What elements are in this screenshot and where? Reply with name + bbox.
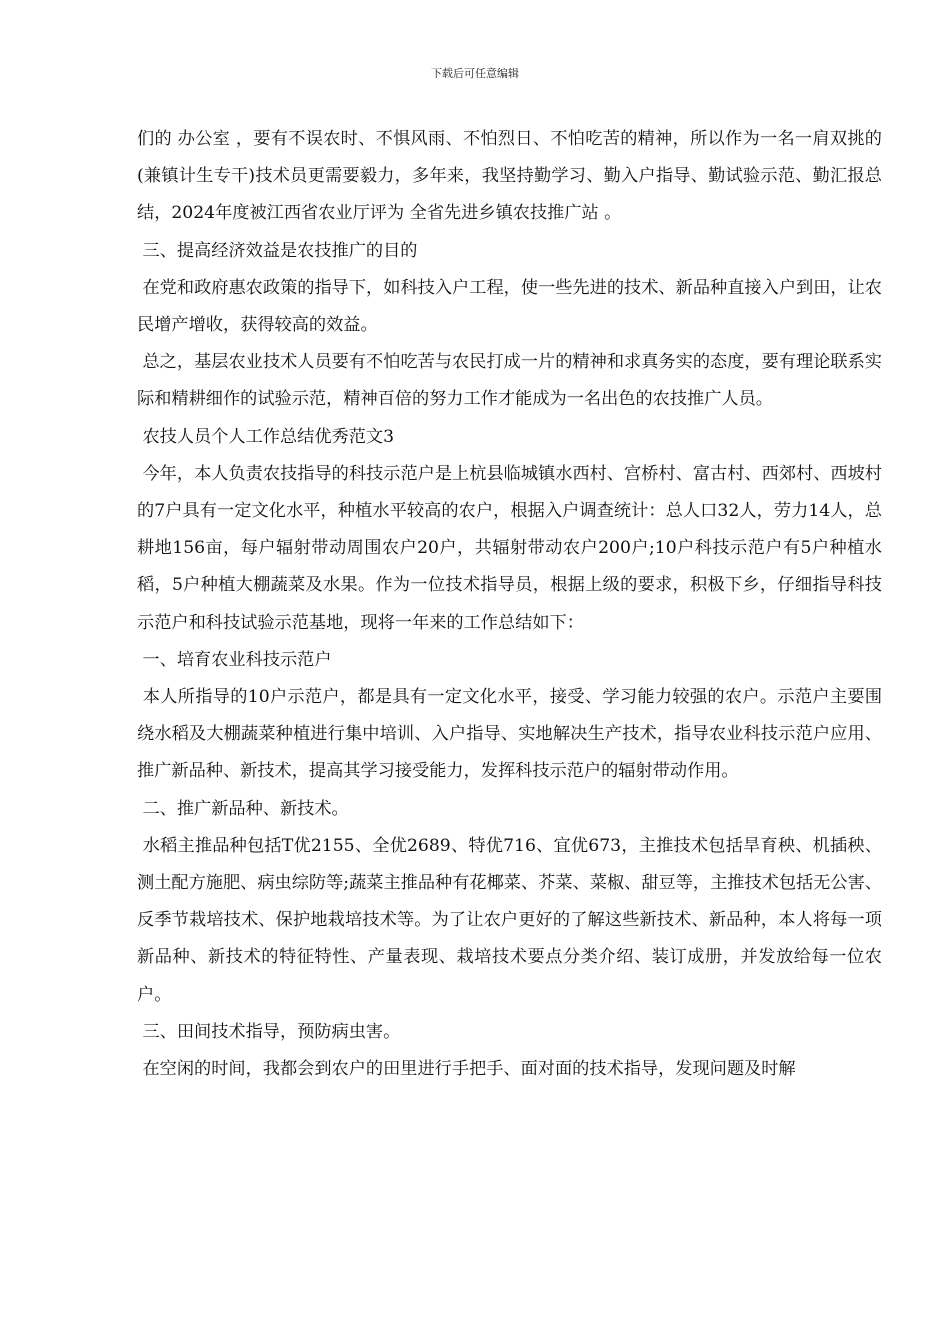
section-heading-economic-benefit: 三、提高经济效益是农技推广的目的 <box>137 240 418 261</box>
paragraph: 在空闲的时间，我都会到农户的田里进行手把手、面对面的技术指导，发现问题及时解 <box>137 1059 796 1080</box>
document-body <box>137 121 882 1088</box>
paragraph: 水稻主推品种包括T优2155、全优2689、特优716、宜优673，主推技术包括旱育秧、机插秧、测土配方施肥、病虫综防等;蔬菜主推品种有花椰菜、芥菜、菜椒、甜豆等，主推技术包括无公害、反季节栽培技术、保护地栽培技术等。为了让农户更好的了解这些新技术、新品种，本人将每一项新品种、新技术的特征特性、产量表现、栽培技术要点分类介绍、装订成册，并发放给每一位农户。 <box>137 835 882 1005</box>
section-heading-field-guidance: 三、田间技术指导，预防病虫害。 <box>137 1021 401 1042</box>
section-heading-new-varieties: 二、推广新品种、新技术。 <box>137 798 349 819</box>
paragraph-intro: 今年，本人负责农技指导的科技示范户是上杭县临城镇水西村、宫桥村、富古村、西郊村、西坡村的7户具有一定文化水平，种植水平较高的农户，根据入户调查统计：总人口32人，劳力14人，总耕地156亩，每户辐射带动周围农户20户，共辐射带动农户200户;10户科技示范户有5户种植水稻，5户种植大棚蔬菜及水果。作为一位技术指导员，根据上级的要求，积极下乡，仔细指导科技示范户和科技试验示范基地，现将一年来的工作总结如下： <box>137 463 882 633</box>
section-heading-demo-households: 一、培育农业科技示范户 <box>137 649 332 670</box>
page-header: 下载后可任意编辑 <box>431 67 519 80</box>
paragraph: 在党和政府惠农政策的指导下，如科技入户工程，使一些先进的技术、新品种直接入户到田，让农民增产增收，获得较高的效益。 <box>137 277 882 336</box>
article-title: 农技人员个人工作总结优秀范文3 <box>137 426 395 447</box>
paragraph-conclusion: 总之，基层农业技术人员要有不怕吃苦与农民打成一片的精神和求真务实的态度，要有理论联系实际和精耕细作的试验示范，精神百倍的努力工作才能成为一名出色的农技推广人员。 <box>137 352 882 410</box>
paragraph: 本人所指导的10户示范户，都是具有一定文化水平，接受、学习能力较强的农户。示范户主要围绕水稻及大棚蔬菜种植进行集中培训、入户指导、实地解决生产技术，指导农业科技示范户应用、推广新品种、新技术，提高其学习接受能力，发挥科技示范户的辐射带动作用。 <box>137 687 883 782</box>
paragraph-continuation: 们的 办公室 ，要有不误农时、不惧风雨、不怕烈日、不怕吃苦的精神，所以作为一名一肩双挑的(兼镇计生专干)技术员更需要毅力，多年来，我坚持勤学习、勤入户指导、勤试验示范、勤汇报总结，2024年度被江西省农业厅评为 全省先进乡镇农技推广站 。 <box>137 129 882 224</box>
